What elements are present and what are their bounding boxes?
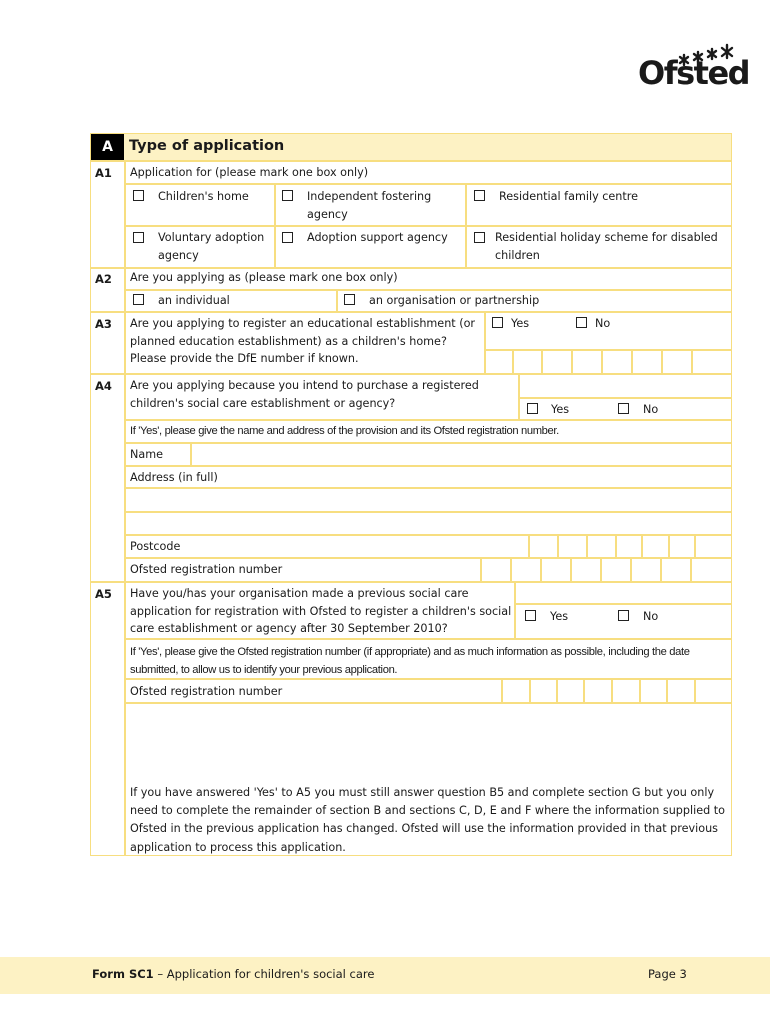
page-footer bbox=[0, 957, 770, 994]
a3-yes-checkbox[interactable] bbox=[492, 317, 503, 328]
a5-note-text: If 'Yes', please give the Ofsted registration number (if appropriate) and as much information as possible, including the date submitted, to allow us to identify your previous application. bbox=[130, 646, 690, 676]
postcode-box[interactable] bbox=[558, 535, 587, 558]
footer-page-number: Page 3 bbox=[648, 967, 687, 981]
postcode-box[interactable] bbox=[642, 535, 669, 558]
a4-name-input[interactable] bbox=[191, 443, 732, 466]
a3-question-text: Are you applying to register an educational establishment (or planned education establishment) as a children's home? Please provide the DfE number if known. bbox=[130, 317, 476, 365]
a4-yes-label: Yes bbox=[551, 403, 570, 416]
a4-name-label: Name bbox=[130, 448, 164, 461]
a1-residential-family-centre-label: Residential family centre bbox=[499, 190, 639, 203]
label-column-a4 bbox=[90, 374, 125, 582]
a5-ofsted-reg-box[interactable] bbox=[667, 679, 695, 703]
footer-form-title: – Application for children's social care bbox=[153, 967, 375, 981]
a1-independent-fostering-label: Independent fostering agency bbox=[307, 190, 432, 221]
a5-ofsted-reg-box[interactable] bbox=[612, 679, 640, 703]
a2-individual-checkbox[interactable] bbox=[133, 294, 144, 305]
a1-adoption-support-checkbox[interactable] bbox=[282, 232, 293, 243]
a4-postcode-label-cell bbox=[125, 535, 529, 558]
question-label-a3: A3 bbox=[95, 317, 112, 331]
a4-ofsted-reg-box[interactable] bbox=[601, 558, 631, 582]
a4-address-label: Address (in full) bbox=[130, 471, 218, 484]
logo-wordmark: Ofsted bbox=[638, 54, 750, 92]
a2-question-text: Are you applying as (please mark one box only) bbox=[130, 271, 398, 284]
ofsted-logo bbox=[636, 40, 750, 98]
a2-option-cell bbox=[125, 290, 337, 312]
a4-ofsted-reg-box[interactable] bbox=[481, 558, 511, 582]
question-label-a2: A2 bbox=[95, 272, 112, 286]
a5-no-checkbox[interactable] bbox=[618, 610, 629, 621]
a5-no-label: No bbox=[643, 610, 659, 623]
a1-voluntary-adoption-checkbox[interactable] bbox=[133, 232, 144, 243]
a3-yes-label: Yes bbox=[511, 317, 530, 330]
a4-no-label: No bbox=[643, 403, 659, 416]
a1-residential-holiday-checkbox[interactable] bbox=[474, 232, 485, 243]
a5-question-text: Have you/has your organisation made a previous social care application for registration with Ofsted to register a children's social care establishment or agency after 30 September 2010? bbox=[130, 587, 512, 635]
a5-ofsted-reg-box[interactable] bbox=[530, 679, 557, 703]
a1-childrens-home-checkbox[interactable] bbox=[133, 190, 144, 201]
a1-voluntary-adoption-label: Voluntary adoption agency bbox=[158, 231, 265, 262]
a4-postcode-label: Postcode bbox=[130, 540, 181, 553]
footer-title bbox=[92, 967, 374, 981]
a4-question-text: Are you applying because you intend to purchase a registered children's social care establishment or agency? bbox=[130, 379, 479, 410]
a2-individual-label: an individual bbox=[158, 294, 230, 307]
a5-ofsted-reg-box[interactable] bbox=[502, 679, 530, 703]
postcode-box[interactable] bbox=[695, 535, 732, 558]
a5-ofsted-reg-box[interactable] bbox=[584, 679, 612, 703]
postcode-box[interactable] bbox=[529, 535, 558, 558]
a4-ofsted-reg-box[interactable] bbox=[571, 558, 601, 582]
dfe-number-box[interactable] bbox=[485, 350, 513, 374]
postcode-box[interactable] bbox=[669, 535, 695, 558]
a1-question-text: Application for (please mark one box only) bbox=[130, 166, 369, 179]
a4-note-text: If 'Yes', please give the name and address of the provision and its Ofsted registration number. bbox=[130, 425, 559, 437]
postcode-box[interactable] bbox=[587, 535, 616, 558]
a4-yes-checkbox[interactable] bbox=[527, 403, 538, 414]
a1-childrens-home-label: Children's home bbox=[158, 190, 249, 203]
a5-ofsted-reg-label: Ofsted registration number bbox=[130, 685, 283, 698]
footer-form-code: Form SC1 bbox=[92, 967, 154, 981]
a4-ofsted-reg-box[interactable] bbox=[661, 558, 691, 582]
section-letter-tab: A bbox=[91, 134, 124, 160]
a4-ofsted-reg-box[interactable] bbox=[541, 558, 571, 582]
postcode-box[interactable] bbox=[616, 535, 642, 558]
a5-yes-label: Yes bbox=[550, 610, 569, 623]
a5-answer-spacer bbox=[515, 582, 732, 604]
section-title: Type of application bbox=[129, 138, 285, 154]
a5-ofsted-reg-box[interactable] bbox=[695, 679, 732, 703]
a4-ofsted-reg-box[interactable] bbox=[631, 558, 661, 582]
question-label-a4: A4 bbox=[95, 379, 112, 393]
a4-address-input-line[interactable] bbox=[125, 512, 732, 535]
dfe-number-box[interactable] bbox=[692, 350, 732, 374]
a1-residential-family-centre-checkbox[interactable] bbox=[474, 190, 485, 201]
dfe-number-box[interactable] bbox=[662, 350, 692, 374]
a4-no-checkbox[interactable] bbox=[618, 403, 629, 414]
a1-adoption-support-label: Adoption support agency bbox=[307, 231, 448, 244]
a4-ofsted-reg-label: Ofsted registration number bbox=[130, 563, 283, 576]
a2-organisation-checkbox[interactable] bbox=[344, 294, 355, 305]
a4-address-input-line[interactable] bbox=[125, 488, 732, 512]
dfe-number-box[interactable] bbox=[542, 350, 572, 374]
a4-ofsted-reg-box[interactable] bbox=[691, 558, 732, 582]
a5-ofsted-reg-box[interactable] bbox=[640, 679, 667, 703]
dfe-number-box[interactable] bbox=[632, 350, 662, 374]
a4-ofsted-reg-box[interactable] bbox=[511, 558, 541, 582]
label-column-a5 bbox=[90, 582, 125, 856]
dfe-number-box[interactable] bbox=[602, 350, 632, 374]
a1-independent-fostering-checkbox[interactable] bbox=[282, 190, 293, 201]
a5-instruction-text: If you have answered 'Yes' to A5 you must still answer question B5 and complete section G but you only need to complete the remainder of section B and sections C, D, E and F where the information supplied to Ofsted in the previous application has changed. Ofsted will use the information provided in that previous application to process this application. bbox=[130, 786, 725, 854]
a5-ofsted-reg-box[interactable] bbox=[557, 679, 584, 703]
a2-organisation-label: an organisation or partnership bbox=[369, 294, 540, 307]
question-label-a1: A1 bbox=[95, 166, 112, 180]
a3-no-label: No bbox=[595, 317, 611, 330]
a4-answer-spacer bbox=[519, 374, 732, 398]
a1-residential-holiday-label: Residential holiday scheme for disabled children bbox=[495, 231, 718, 262]
question-label-a5: A5 bbox=[95, 587, 112, 601]
dfe-number-box[interactable] bbox=[513, 350, 542, 374]
a3-no-checkbox[interactable] bbox=[576, 317, 587, 328]
dfe-number-box[interactable] bbox=[572, 350, 602, 374]
a5-yes-checkbox[interactable] bbox=[525, 610, 536, 621]
